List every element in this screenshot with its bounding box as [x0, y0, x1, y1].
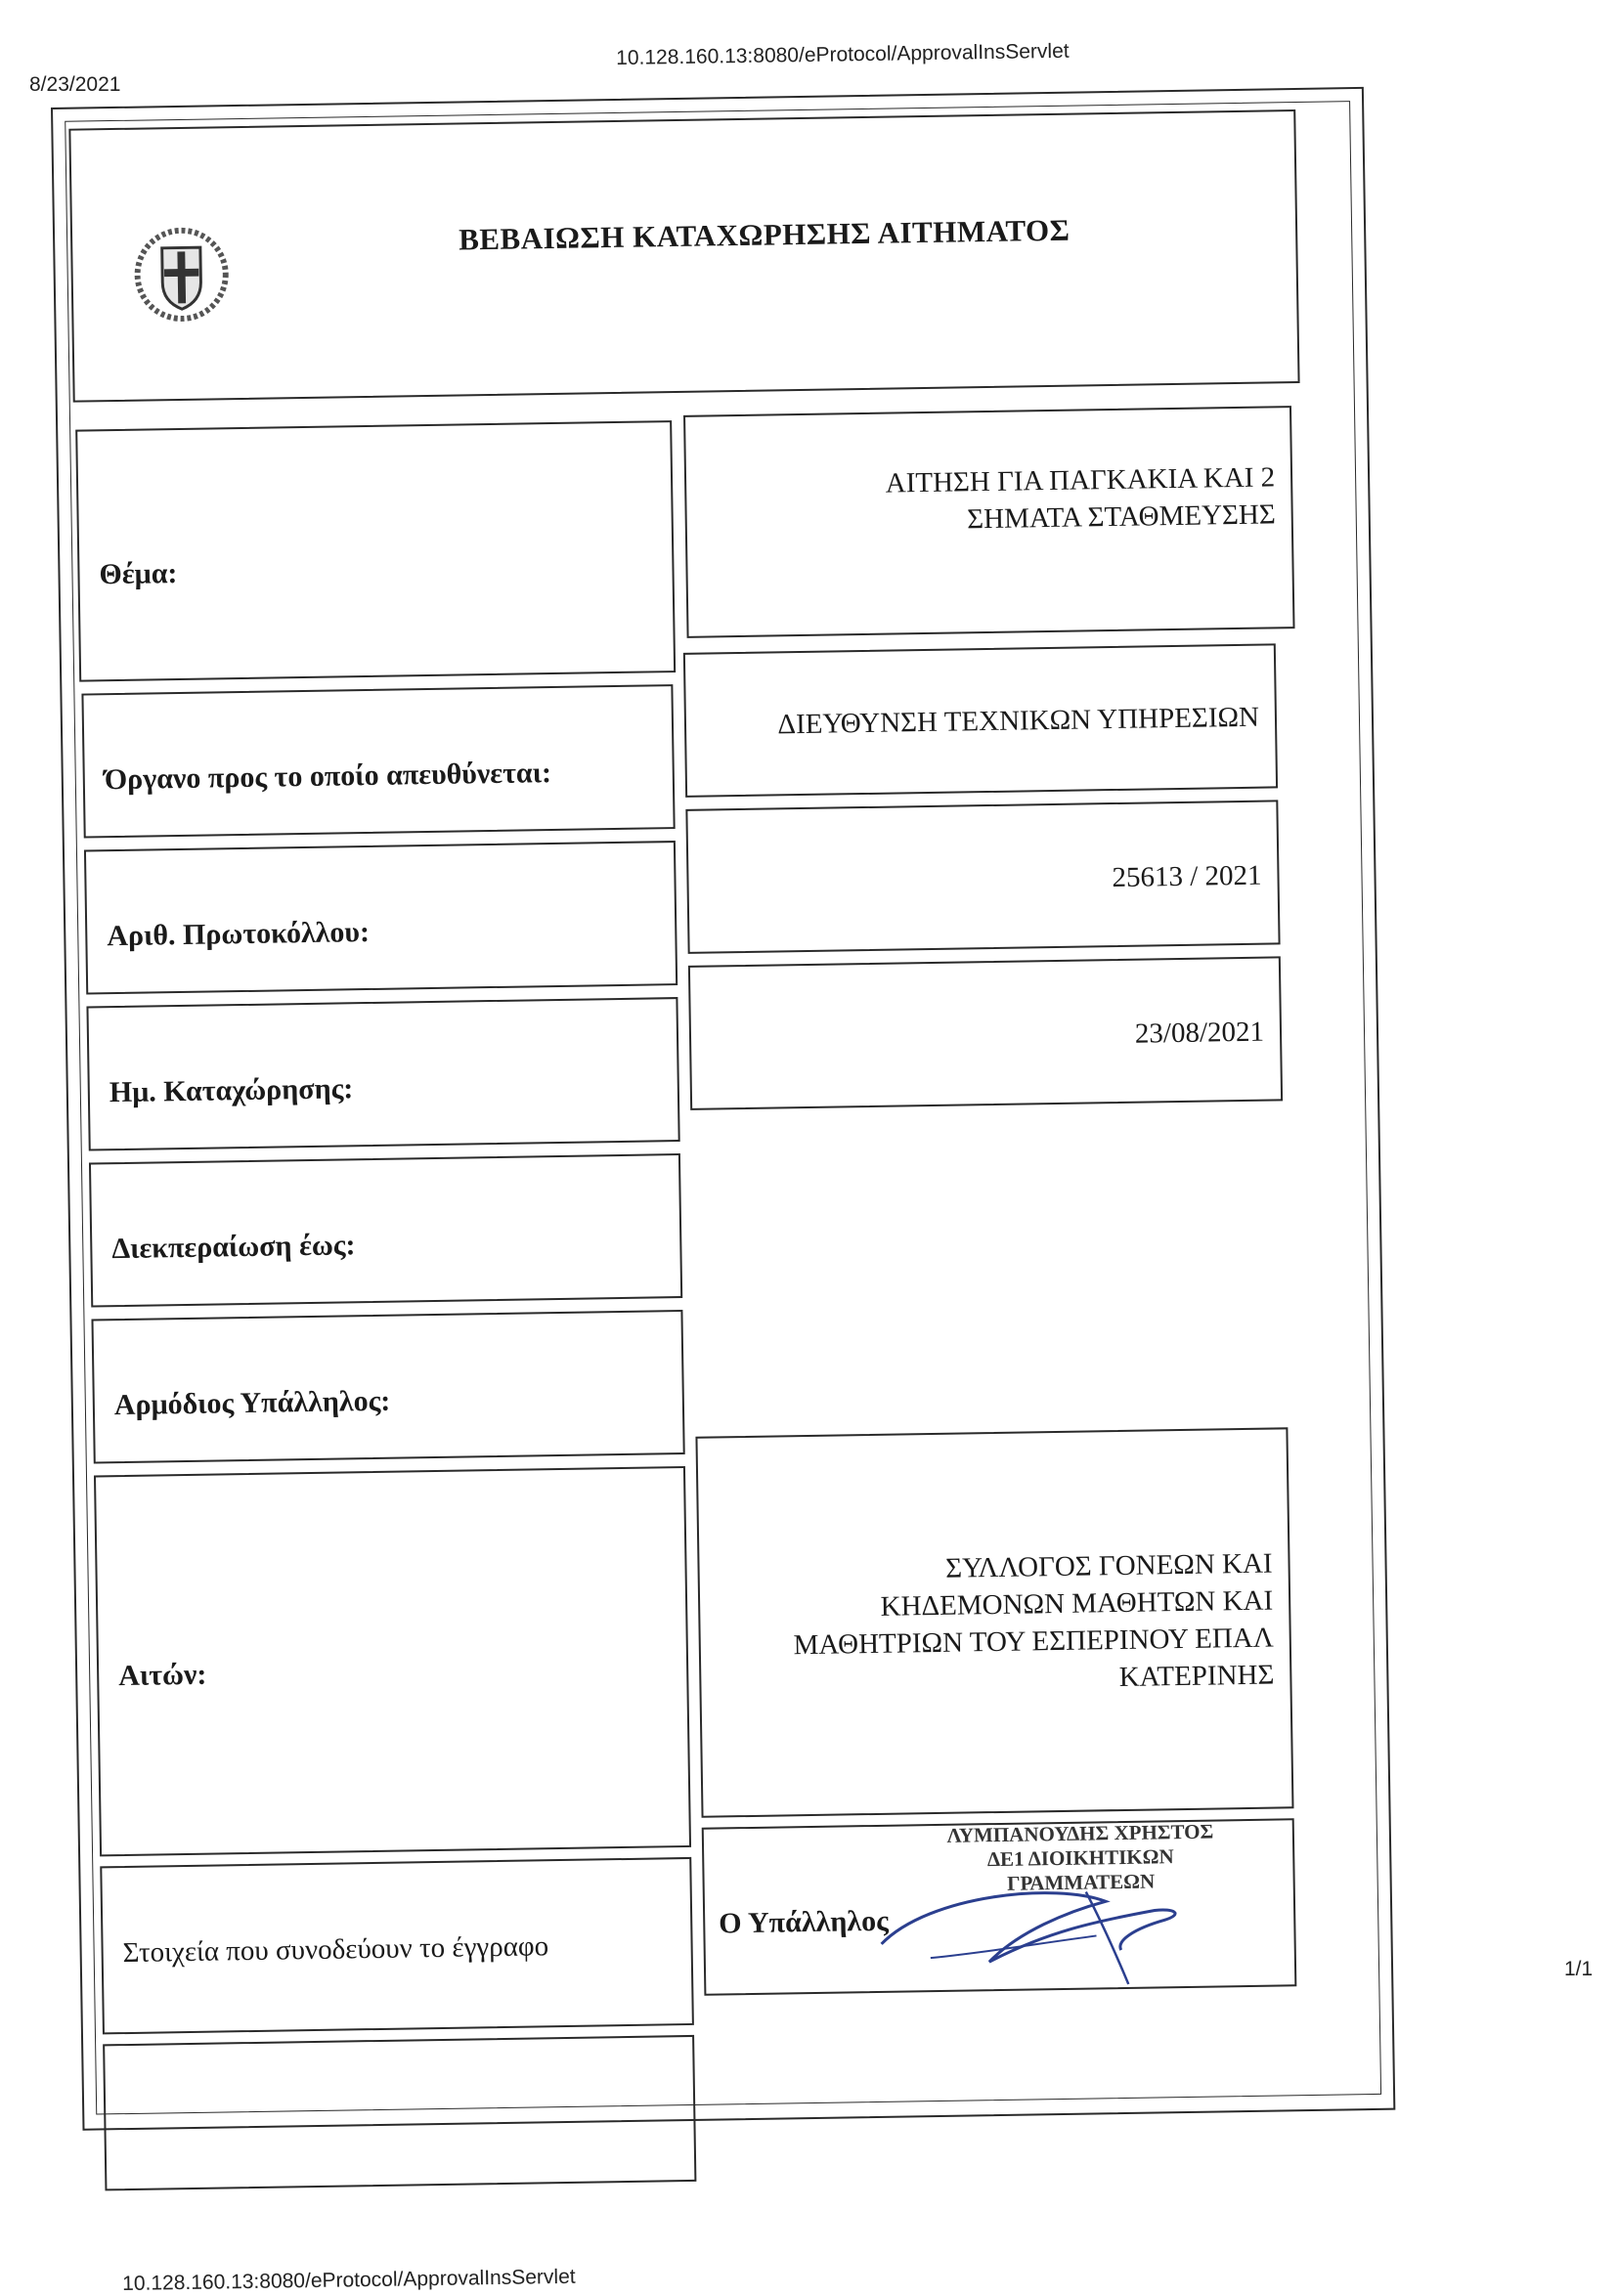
applicant-value-line-1: ΣΥΛΛΟΓΟΣ ΓΟΝΕΩΝ ΚΑΙ — [944, 1547, 1273, 1584]
attachments-label-cell — [100, 1857, 694, 2034]
clerk-cell — [702, 1818, 1297, 1995]
stamp-line-1: ΛΥΜΠΑΝΟΥΔΗΣ ΧΡΗΣΤΟΣ — [946, 1819, 1214, 1847]
applicant-value-line-3: ΜΑΘΗΤΡΙΩΝ ΤΟΥ ΕΣΠΕΡΙΝΟΥ ΕΠΑΛ — [793, 1622, 1274, 1662]
protocol-value: 25613 / 2021 — [1112, 859, 1262, 894]
signature-icon — [870, 1850, 1244, 1993]
subject-label: Θέμα: — [99, 557, 178, 591]
stamp-line-3: ΓΡΑΜΜΑΤΕΩΝ — [1006, 1869, 1156, 1895]
applicant-value-cell — [695, 1427, 1293, 1817]
subject-value — [885, 458, 1276, 539]
date-label: Ημ. Καταχώρησης: — [109, 1072, 354, 1109]
registration-certificate — [51, 87, 1403, 2141]
attachments-label: Στοιχεία που συνοδεύουν το έγγραφο — [122, 1930, 549, 1970]
subject-label-cell — [75, 420, 676, 682]
print-date: 8/23/2021 — [29, 73, 121, 96]
protocol-label-cell — [84, 841, 677, 994]
page-number: 1/1 — [1564, 1958, 1594, 1980]
date-label-cell — [86, 997, 679, 1150]
empty-bottom-cell — [103, 2035, 696, 2190]
recipient-label-cell — [81, 684, 675, 838]
employee-label-cell — [91, 1310, 684, 1463]
protocol-value-cell — [685, 800, 1280, 954]
print-url-header: 10.128.160.13:8080/eProtocol/ApprovalInsServlet — [616, 39, 1070, 69]
subject-value-cell — [683, 406, 1295, 638]
recipient-label: Όργανο προς το οποίο απευθύνεται: — [104, 757, 552, 797]
clerk-label: Ο Υπάλληλος — [719, 1904, 889, 1940]
deadline-label-cell — [89, 1153, 682, 1307]
applicant-label: Αιτών: — [117, 1658, 207, 1693]
deadline-label: Διεκπεραίωση έως: — [111, 1229, 356, 1266]
stamp-line-2: ΔΕ1 ΔΙΟΙΚΗΤΙΚΩΝ — [986, 1844, 1174, 1872]
date-value-cell — [688, 956, 1283, 1110]
recipient-value: ΔΙΕΥΘΥΝΣΗ ΤΕΧΝΙΚΩΝ ΥΠΗΡΕΣΙΩΝ — [777, 701, 1260, 741]
date-value: 23/08/2021 — [1134, 1016, 1265, 1050]
applicant-value-line-2: ΚΗΔΕΜΟΝΩΝ ΜΑΘΗΤΩΝ ΚΑΙ — [880, 1584, 1274, 1623]
protocol-label: Αριθ. Πρωτοκόλλου: — [107, 915, 371, 953]
document-title: ΒΕΒΑΙΩΣΗ ΚΑΤΑΧΩΡΗΣΗΣ ΑΙΤΗΜΑΤΟΣ — [458, 212, 1071, 257]
coat-of-arms-icon — [133, 226, 231, 324]
applicant-label-cell — [94, 1466, 691, 1856]
applicant-value — [792, 1545, 1275, 1702]
print-url-footer: 10.128.160.13:8080/eProtocol/ApprovalInsServlet — [122, 2265, 576, 2295]
employee-label: Αρμόδιος Υπάλληλος: — [113, 1384, 391, 1422]
subject-value-line-2: ΣΗΜΑΤΑ ΣΤΑΘΜΕΥΣΗΣ — [967, 498, 1276, 536]
subject-value-line-1: ΑΙΤΗΣΗ ΓΙΑ ΠΑΓΚΑΚΙΑ ΚΑΙ 2 — [885, 461, 1276, 499]
header-box — [68, 109, 1299, 403]
recipient-value-cell — [683, 643, 1278, 798]
applicant-value-line-4: ΚΑΤΕΡΙΝΗΣ — [1118, 1659, 1275, 1694]
